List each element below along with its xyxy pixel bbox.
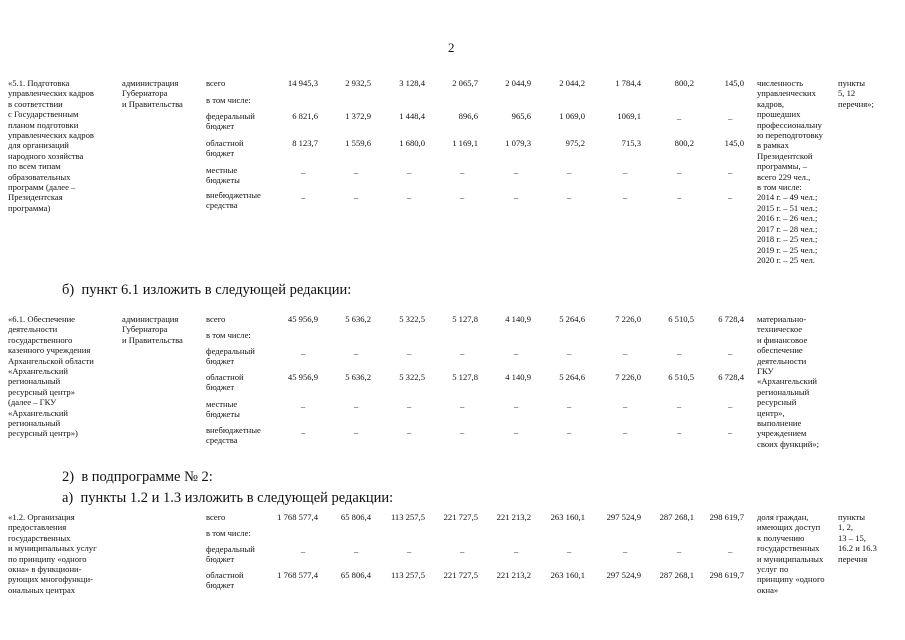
value-cell: 1 680,0 (399, 138, 425, 148)
value-cell: 4 140,9 (505, 372, 531, 382)
value-cell: – (301, 348, 306, 358)
value-cell: 6 728,4 (718, 372, 744, 382)
heading-a: а) пункты 1.2 и 1.3 изложить в следующей редакции: (62, 490, 394, 506)
value-cell: 1 069,0 (559, 111, 585, 121)
source-label: областной бюджет (206, 372, 244, 393)
row-1-2-name: «1.2. Организация предоставления государственных и муниципальных услуг по принципу «одного окна» в функциони- рующих многофункци- ональных центрах (8, 512, 97, 595)
value-cell: 1069,1 (617, 111, 641, 121)
value-cell: 5 264,6 (559, 314, 585, 324)
value-cell: – (567, 192, 572, 202)
value-cell: 298 619,7 (709, 512, 744, 522)
value-cell: – (623, 192, 628, 202)
value-cell: – (514, 401, 519, 411)
value-cell: 896,6 (458, 111, 478, 121)
value-cell: – (567, 427, 572, 437)
value-cell: 2 932,5 (345, 78, 371, 88)
value-cell: – (301, 167, 306, 177)
value-cell: 113 257,5 (390, 512, 425, 522)
source-label: областной бюджет (206, 570, 244, 591)
value-cell: – (728, 546, 733, 556)
value-cell: 1 169,1 (452, 138, 478, 148)
value-cell: – (407, 192, 412, 202)
value-cell: 800,2 (674, 78, 694, 88)
value-cell: 113 257,5 (390, 570, 425, 580)
value-cell: 1 784,4 (615, 78, 641, 88)
value-cell: 800,2 (674, 138, 694, 148)
value-cell: 287 268,1 (659, 512, 694, 522)
value-cell: – (677, 401, 682, 411)
heading-b: б) пункт 6.1 изложить в следующей редакции: (62, 282, 352, 298)
source-label: всего (206, 78, 226, 88)
value-cell: – (728, 192, 733, 202)
value-cell: 263 160,1 (550, 512, 585, 522)
row-1-2-points: пункты 1, 2, 13 – 15, 16.2 и 16.3 перечня (838, 512, 877, 564)
page-number: 2 (448, 40, 455, 55)
row-5-1-name: «5.1. Подготовка управленческих кадров в соответствии с Государственным планом подготовки управленческих кадров для организаций народного хозяйства по всем типам образовательных программ (далее – Президентская программа) (8, 78, 94, 213)
source-label: местные бюджеты (206, 165, 240, 186)
value-cell: – (677, 546, 682, 556)
source-label: федеральный бюджет (206, 346, 255, 367)
value-cell: – (514, 192, 519, 202)
value-cell: – (728, 401, 733, 411)
source-label: федеральный бюджет (206, 111, 255, 132)
heading-2: 2) в подпрограмме № 2: (62, 469, 213, 485)
value-cell: – (407, 167, 412, 177)
row-5-1-points: пункты 5, 12 перечня»; (838, 78, 874, 109)
value-cell: 4 140,9 (505, 314, 531, 324)
row-6-1-result: материально- техническое и финансовое обеспечение деятельности ГКУ «Архангельский региональный ресурсный центр», выполнение учреждением своих функций»; (757, 314, 820, 449)
row-5-1-executor: администрация Губернатора и Правительства (122, 78, 183, 109)
value-cell: – (354, 546, 359, 556)
value-cell: – (567, 546, 572, 556)
value-cell: – (460, 401, 465, 411)
value-cell: – (354, 348, 359, 358)
value-cell: – (677, 427, 682, 437)
value-cell: – (728, 113, 733, 123)
value-cell: 3 128,4 (399, 78, 425, 88)
value-cell: 145,0 (724, 138, 744, 148)
source-label: внебюджетные средства (206, 425, 261, 446)
value-cell: – (567, 401, 572, 411)
value-cell: – (677, 192, 682, 202)
value-cell: – (301, 192, 306, 202)
value-cell: – (567, 167, 572, 177)
value-cell: 2 065,7 (452, 78, 478, 88)
source-label: федеральный бюджет (206, 544, 255, 565)
value-cell: – (623, 546, 628, 556)
value-cell: 975,2 (565, 138, 585, 148)
row-1-2-result: доля граждан, имеющих доступ к получению государственных и муниципальных услуг по принципу «одного окна» (757, 512, 825, 595)
value-cell: – (407, 546, 412, 556)
value-cell: 6 821,6 (292, 111, 318, 121)
value-cell: 145,0 (724, 78, 744, 88)
value-cell: 8 123,7 (292, 138, 318, 148)
value-cell: – (460, 348, 465, 358)
value-cell: 7 226,0 (615, 372, 641, 382)
value-cell: 287 268,1 (659, 570, 694, 580)
row-6-1-name: «6.1. Обеспечение деятельности государственного казенного учреждения Архангельской области «Архангельский региональный ресурсный центр» (далее – ГКУ «Архангельский региональный ресурсный центр») (8, 314, 94, 439)
value-cell: – (514, 167, 519, 177)
value-cell: 1 768 577,4 (277, 512, 318, 522)
source-label: всего (206, 512, 226, 522)
value-cell: 298 619,7 (709, 570, 744, 580)
value-cell: – (354, 192, 359, 202)
value-cell: 715,3 (621, 138, 641, 148)
value-cell: 1 079,3 (505, 138, 531, 148)
value-cell: 965,6 (511, 111, 531, 121)
source-label: внебюджетные средства (206, 190, 261, 211)
value-cell: – (623, 401, 628, 411)
value-cell: 1 559,6 (345, 138, 371, 148)
value-cell: – (728, 167, 733, 177)
value-cell: 5 322,5 (399, 314, 425, 324)
value-cell: – (460, 192, 465, 202)
value-cell: – (677, 113, 682, 123)
value-cell: – (623, 427, 628, 437)
value-cell: – (514, 348, 519, 358)
value-cell: – (460, 427, 465, 437)
value-cell: – (728, 348, 733, 358)
value-cell: – (354, 167, 359, 177)
value-cell: 5 636,2 (345, 314, 371, 324)
value-cell: 5 322,5 (399, 372, 425, 382)
value-cell: 5 636,2 (345, 372, 371, 382)
value-cell: – (728, 427, 733, 437)
value-cell: 1 372,9 (345, 111, 371, 121)
value-cell: – (623, 167, 628, 177)
value-cell: 297 524,9 (606, 570, 641, 580)
value-cell: – (407, 427, 412, 437)
value-cell: 6 728,4 (718, 314, 744, 324)
value-cell: 6 510,5 (668, 372, 694, 382)
source-label: в том числе: (206, 95, 251, 105)
value-cell: – (623, 348, 628, 358)
source-label: в том числе: (206, 528, 251, 538)
value-cell: – (514, 427, 519, 437)
source-label: местные бюджеты (206, 399, 240, 420)
value-cell: 221 213,2 (496, 570, 531, 580)
value-cell: – (354, 427, 359, 437)
value-cell: – (460, 167, 465, 177)
value-cell: 221 727,5 (443, 512, 478, 522)
value-cell: 7 226,0 (615, 314, 641, 324)
value-cell: 263 160,1 (550, 570, 585, 580)
value-cell: 221 727,5 (443, 570, 478, 580)
value-cell: – (301, 546, 306, 556)
row-6-1-executor: администрация Губернатора и Правительства (122, 314, 183, 345)
value-cell: – (677, 167, 682, 177)
row-5-1-result: численность управленческих кадров, прошедших профессиональну ю переподготовку в рамках Президентской программы, – всего 229 чел., в том числе: 2014 г. – 49 чел.; 2015 г. – 51 чел.; 2016 г. – 26 чел.; 2017 г. – 28 чел.; 2018 г. – 25 чел.; 2019 г. – 25 чел.; 2020 г. – 25 чел. (757, 78, 823, 265)
value-cell: 1 768 577,4 (277, 570, 318, 580)
value-cell: – (514, 546, 519, 556)
value-cell: – (677, 348, 682, 358)
value-cell: 297 524,9 (606, 512, 641, 522)
source-label: в том числе: (206, 330, 251, 340)
value-cell: 5 127,8 (452, 372, 478, 382)
value-cell: – (301, 427, 306, 437)
value-cell: – (567, 348, 572, 358)
value-cell: – (407, 348, 412, 358)
value-cell: 6 510,5 (668, 314, 694, 324)
source-label: всего (206, 314, 226, 324)
value-cell: 65 806,4 (340, 570, 371, 580)
value-cell: 65 806,4 (340, 512, 371, 522)
value-cell: 2 044,2 (559, 78, 585, 88)
value-cell: – (460, 546, 465, 556)
value-cell: 45 956,9 (287, 372, 318, 382)
value-cell: – (407, 401, 412, 411)
value-cell: 221 213,2 (496, 512, 531, 522)
value-cell: – (301, 401, 306, 411)
value-cell: 14 945,3 (287, 78, 318, 88)
value-cell: 45 956,9 (287, 314, 318, 324)
value-cell: 5 127,8 (452, 314, 478, 324)
value-cell: 1 448,4 (399, 111, 425, 121)
source-label: областной бюджет (206, 138, 244, 159)
value-cell: – (354, 401, 359, 411)
value-cell: 2 044,9 (505, 78, 531, 88)
value-cell: 5 264,6 (559, 372, 585, 382)
